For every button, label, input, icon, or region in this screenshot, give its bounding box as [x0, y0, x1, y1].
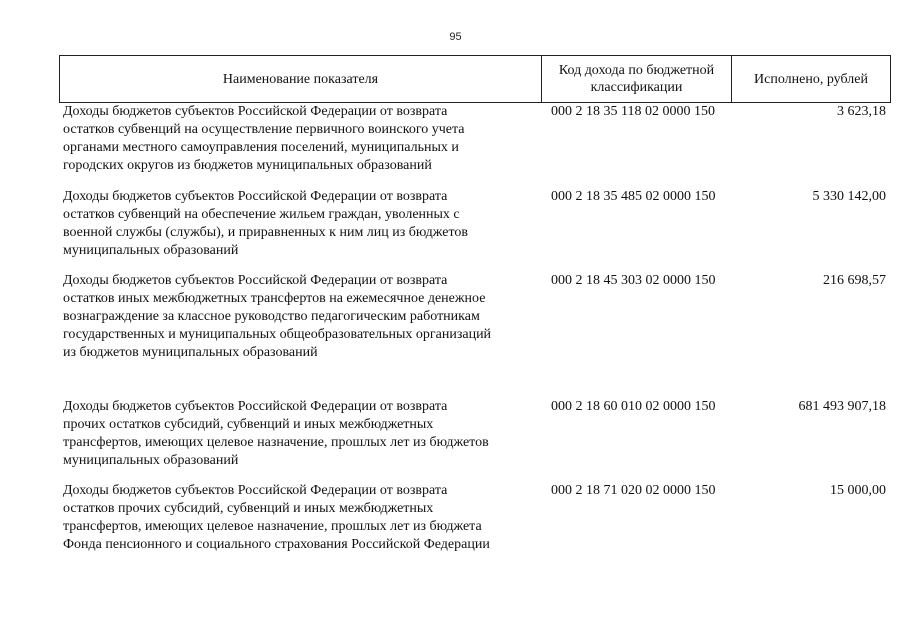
column-header-code: Код дохода по бюджетной классификации: [542, 56, 732, 102]
indicator-name-line: остатков субвенций на осуществление первичного воинского учета: [63, 122, 465, 137]
indicator-name-line: трансфертов, имеющих целевое назначение, прошлых лет из бюджетов: [63, 435, 489, 450]
executed-amount: 681 493 907,18: [798, 399, 886, 414]
indicator-name-line: остатков субвенций на обеспечение жильем граждан, уволенных с: [63, 207, 460, 222]
indicator-name-line: органами местного самоуправления поселений, муниципальных и: [63, 140, 459, 155]
indicator-name-line: вознаграждение за классное руководство педагогическим работникам: [63, 309, 480, 324]
indicator-name-line: остатков иных межбюджетных трансфертов на ежемесячное денежное: [63, 291, 486, 306]
executed-amount: 15 000,00: [830, 483, 886, 498]
indicator-name-line: Доходы бюджетов субъектов Российской Федерации от возврата: [63, 273, 448, 288]
indicator-name: [63, 188, 543, 260]
indicator-name-line: городских округов из бюджетов муниципальных образований: [63, 158, 432, 173]
executed-amount: 5 330 142,00: [812, 189, 886, 204]
indicator-name-line: прочих остатков субсидий, субвенций и иных межбюджетных: [63, 417, 434, 432]
indicator-name-line: Доходы бюджетов субъектов Российской Федерации от возврата: [63, 399, 448, 414]
column-header-name: Наименование показателя: [60, 56, 542, 102]
income-code: 000 2 18 35 485 02 0000 150: [551, 189, 716, 204]
indicator-name-line: Доходы бюджетов субъектов Российской Федерации от возврата: [63, 483, 448, 498]
indicator-name-line: Доходы бюджетов субъектов Российской Федерации от возврата: [63, 189, 448, 204]
income-code: 000 2 18 45 303 02 0000 150: [551, 273, 716, 288]
indicator-name-line: трансфертов, имеющих целевое назначение, прошлых лет из бюджета: [63, 519, 482, 534]
income-code: 000 2 18 35 118 02 0000 150: [551, 104, 715, 119]
indicator-name-line: муниципальных образований: [63, 453, 239, 468]
indicator-name-line: Доходы бюджетов субъектов Российской Федерации от возврата: [63, 104, 448, 119]
indicator-name-line: остатков прочих субсидий, субвенций и иных межбюджетных: [63, 501, 434, 516]
indicator-name-line: государственных и муниципальных общеобразовательных организаций: [63, 327, 492, 342]
executed-amount: 216 698,57: [823, 273, 886, 288]
column-header-amount: Исполнено, рублей: [754, 71, 868, 87]
table-header: [59, 55, 891, 103]
indicator-name: [63, 103, 543, 175]
indicator-name: [63, 398, 543, 470]
indicator-name-line: Фонда пенсионного и социального страхования Российской Федерации: [63, 537, 490, 552]
page-number: 95: [449, 31, 462, 43]
indicator-name-line: военной службы (службы), и приравненных к ним лиц из бюджетов: [63, 225, 469, 240]
income-code: 000 2 18 60 010 02 0000 150: [551, 399, 716, 414]
income-code: 000 2 18 71 020 02 0000 150: [551, 483, 716, 498]
indicator-name-line: муниципальных образований: [63, 243, 239, 258]
indicator-name: [63, 482, 543, 554]
indicator-name-line: из бюджетов муниципальных образований: [63, 345, 318, 360]
indicator-name: [63, 272, 543, 362]
executed-amount: 3 623,18: [837, 104, 886, 119]
